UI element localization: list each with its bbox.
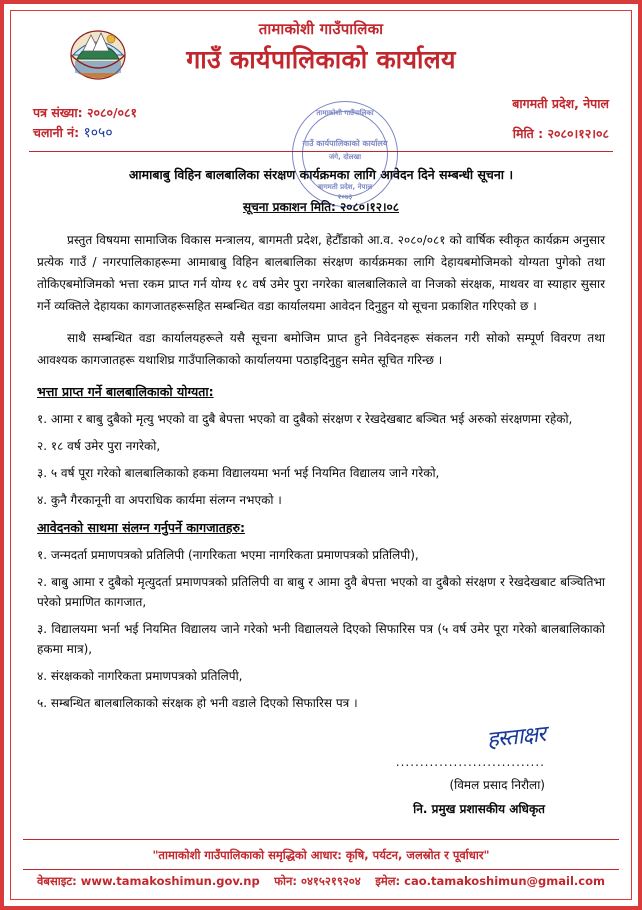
chalani-value: १०५० [83, 125, 113, 141]
reference-left [33, 103, 137, 143]
stamp-bottom-text: बागमती प्रदेश, नेपाल [317, 183, 373, 191]
notice-body [11, 229, 631, 820]
documents-item-5: ५. सम्बन्धित बालबालिकाको संरक्षक हो भनी वडाले दिएको सिफारिस पत्र । [37, 696, 358, 710]
phone-value: ०४१५२१९२०४ [300, 874, 361, 888]
email-label: इमेल: [375, 874, 401, 888]
document-header [11, 11, 631, 111]
documents-heading: आवेदनको साथमा संलग्न गर्नुपर्ने कागजातहरु: [37, 520, 245, 535]
document-footer [11, 839, 631, 899]
handwritten-signature: हस्ताक्षर [485, 722, 547, 753]
paragraph-2: साथै सम्बन्धित वडा कार्यालयहरूले यसै सूचना बमोजिम प्राप्त हुने निवेदनहरू संकलन गरी सोको सम्पूर्ण विवरण तथा आवश्यक कागजातहरू यथाशिघ्र गाउँपालिकाको कार्यालयमा पठाइदिनुहुन समेत सूचित गरिन्छ । [37, 331, 605, 367]
documents-item-1: १. जन्मदर्ता प्रमाणपत्रको प्रतिलिपी (नागरिकता भएमा नागरिकता प्रमाणपत्रको प्रतिलिपी), [37, 548, 419, 562]
paragraph-1: प्रस्तुत विषयमा सामाजिक विकास मन्त्रालय, बागमती प्रदेश, हेटौँडाको आ.व. २०८०/०८१ को वार्षिक स्वीकृत कार्यक्रम अनुसार प्रत्येक गाउँ / नगरपालिकाहरूमा आमाबाबु विहिन बालबालिका संरक्षण कार्यक्रमका लागि देहायबमोजिमको योग्यता पुगेको तथा तोकिएबमोजिमको भत्ता रकम प्राप्त गर्न योग्य १८ वर्ष उमेर पुरा नगरेका बालबालिकाले वा निजको संरक्षक, माथवर वा स्याहार सुसार गर्ने व्यक्तिले देहायका कागजातहरूसहित सम्बन्धित वडा कार्यालयमा आवेदन दिनुहुन यो सूचना प्रकाशित गरिएको छ । [37, 233, 605, 313]
footer-contact-row [11, 870, 631, 899]
email-value[interactable]: cao.tamakoshimun@gmail.com [404, 874, 605, 888]
eligibility-heading: भत्ता प्राप्त गर्ने बालबालिकाको योग्यता: [37, 384, 214, 399]
signatory-name: (विमल प्रसाद निरौला) [449, 778, 545, 792]
stamp-year: २०७३ [337, 193, 353, 201]
phone-item [274, 874, 361, 889]
publish-date: सूचना प्रकाशन मिति: २०८०।१२।०८ [242, 200, 400, 214]
phone-label: फोन: [274, 874, 297, 888]
notice-subject: आमाबाबु विहिन बालबालिका संरक्षण कार्यक्रमका लागि आवेदन दिने सम्बन्धी सूचना । [128, 167, 514, 182]
documents-item-3: ३. विद्यालयमा भर्ना भई नियमित विद्यालय जाने गरेको भनी विद्यालयले दिएको सिफारिस पत्र (५ वर्ष उमेर पूरा गरेको बालबालिकाको हकमा मात्र), [37, 622, 605, 656]
eligibility-item-3: ३. ५ वर्ष पूरा गरेको बालबालिकाको हकमा विद्यालयमा भर्ना भई नियमित विद्यालय जाने गरेको, [37, 466, 440, 480]
document-date: मिति : २०८०।१२।०८ [512, 126, 609, 141]
signatory-post: नि. प्रमुख प्रशासकीय अधिकृत [413, 802, 545, 816]
official-stamp-icon [286, 95, 404, 213]
documents-item-4: ४. संरक्षकको नागरिकता प्रमाणपत्रको प्रतिलिपी, [37, 669, 243, 683]
signature-line: ............................... [395, 755, 545, 769]
document-inner-border [10, 10, 632, 900]
website-value[interactable]: www.tamakoshimun.gov.np [80, 874, 260, 888]
chalani-label: चलानी नं: [33, 125, 80, 140]
eligibility-item-2: २. १८ वर्ष उमेर पुरा नगरेको, [37, 439, 161, 453]
footer-slogan: "तामाकोशी गाउँपालिकाको समृद्धिको आधार: कृषि, पर्यटन, जलस्रोत र पूर्वाधार" [152, 848, 490, 862]
organization-name: तामाकोशी गाउँपालिका [258, 20, 384, 38]
signature-block [37, 722, 605, 820]
website-item[interactable] [37, 874, 260, 889]
website-label: वेबसाइट: [37, 874, 77, 888]
eligibility-item-4: ४. कुनै गैरकानूनी वा अपराधिक कार्यमा संलग्न नभएको । [37, 493, 282, 507]
eligibility-item-1: १. आमा र बाबु दुबैको मृत्यु भएको वा दुबै बेपत्ता भएको वा दुबैको संरक्षण र रेखदेखबाट बञ्चित भई अरुको संरक्षणमा रहेको, [37, 412, 573, 426]
patra-number: पत्र संख्या: २०८०/०८१ [33, 105, 138, 120]
chalani-row [33, 123, 137, 143]
stamp-mid-text: गाउँ कार्यपालिकाको कार्यालय [302, 139, 388, 148]
province-name: बागमती प्रदेश, नेपाल [512, 96, 609, 111]
documents-item-2: २. बाबु आमा र दुबैको मृत्युदर्ता प्रमाणपत्रको प्रतिलिपी वा बाबु र आमा दुवै बेपत्ता भएको वा दुबैको संरक्षण र रेखदेखबाट बञ्चितिभा परेको प्रमाणित कागजात, [37, 575, 605, 609]
office-name: गाउँ कार्यपालिकाको कार्यालय [186, 45, 456, 74]
email-item[interactable] [375, 874, 605, 889]
stamp-top-text: तामाकोशी गाउँपालिका [316, 109, 374, 117]
stamp-sub-text: जंगे, दोलखा [328, 153, 362, 161]
organization-title-block [11, 19, 631, 76]
